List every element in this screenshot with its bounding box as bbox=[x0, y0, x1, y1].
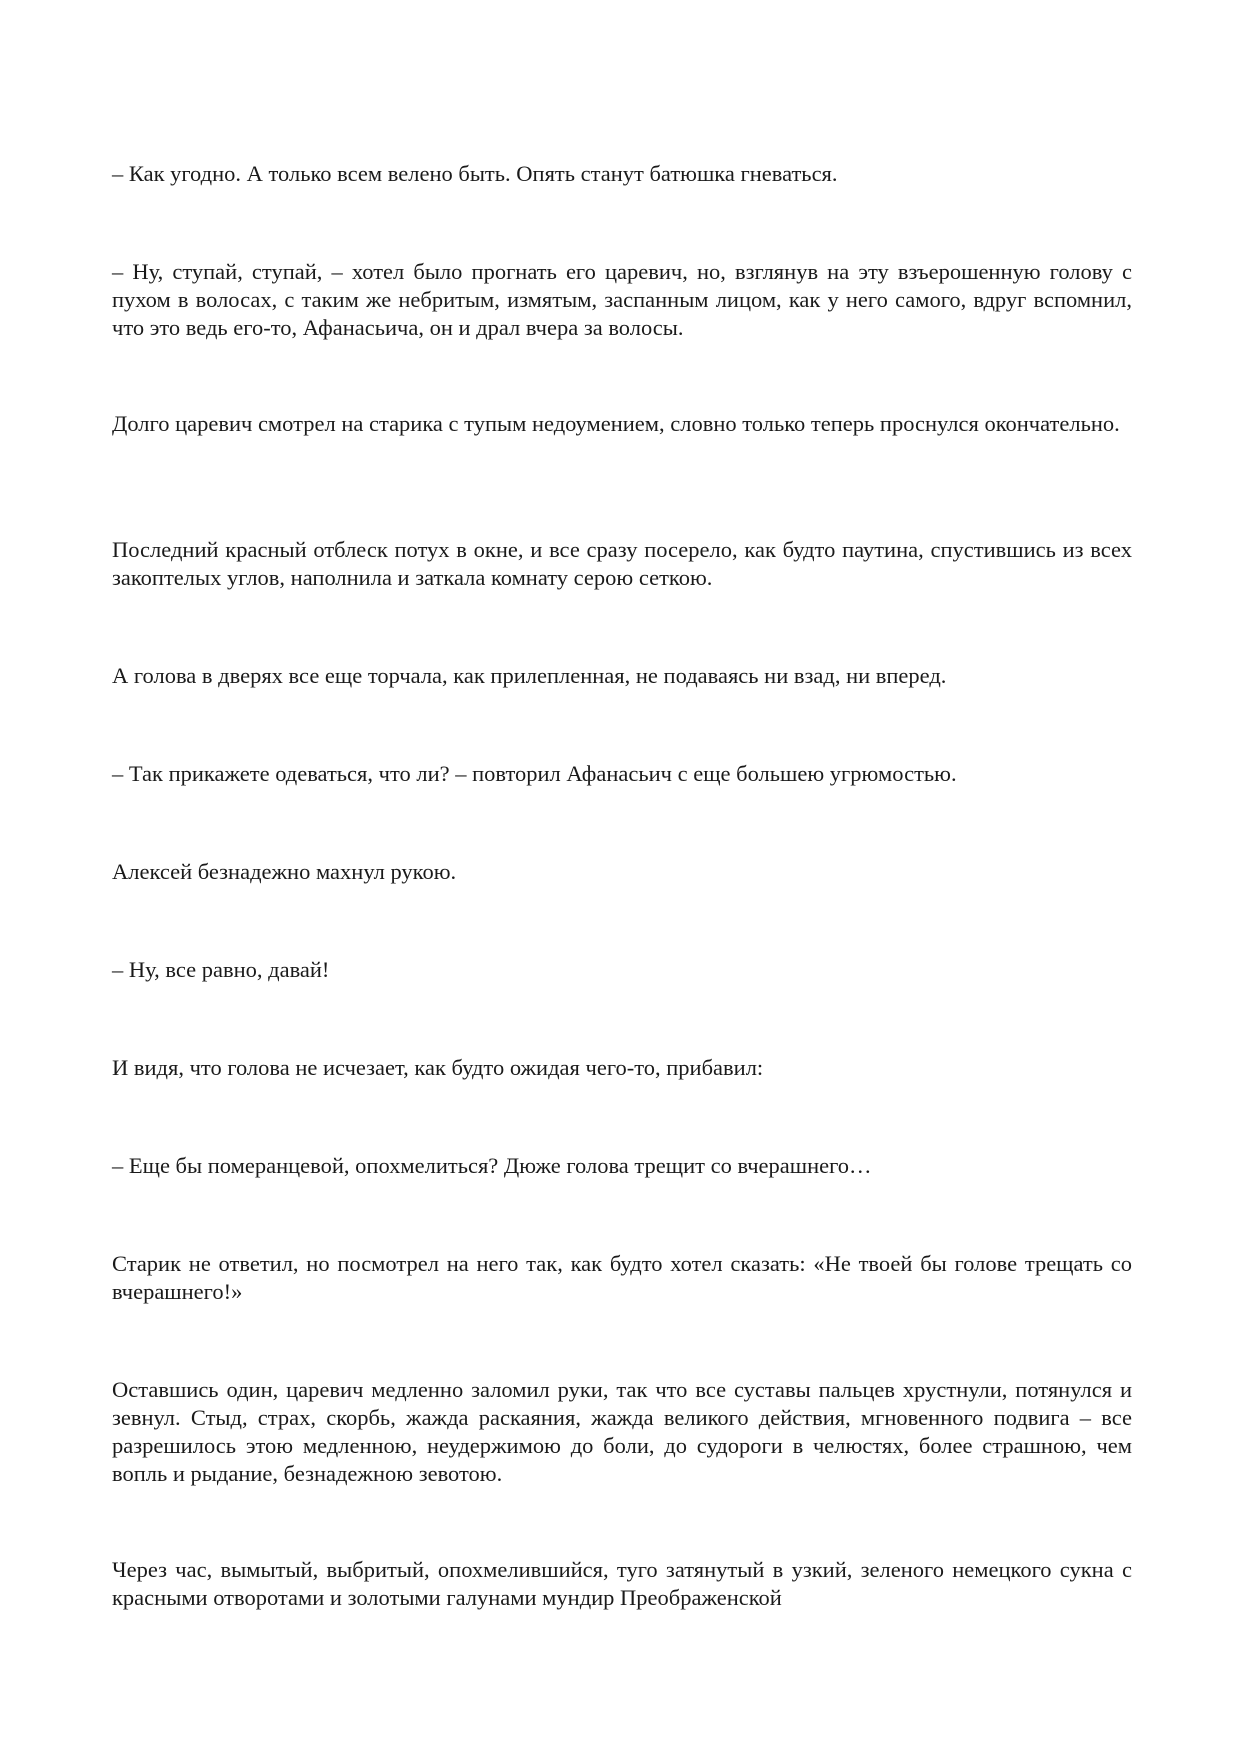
paragraph: – Ну, все равно, давай! bbox=[112, 957, 330, 982]
paragraph: Долго царевич смотрел на старика с тупым недоумением, словно только теперь проснулся окончательно. bbox=[112, 411, 1120, 436]
paragraph: – Так прикажете одеваться, что ли? – повторил Афанасьич с еще большею угрюмостью. bbox=[112, 761, 957, 786]
paragraph: А голова в дверях все еще торчала, как прилепленная, не подаваясь ни взад, ни вперед. bbox=[112, 663, 947, 688]
paragraph: Алексей безнадежно махнул рукою. bbox=[112, 859, 457, 884]
paragraph: – Ну, ступай, ступай, – хотел было прогнать его царевич, но, взглянув на эту взъерошенную голову с пухом в волосах, с таким же небритым, измятым, заспанным лицом, как у него самого, вдруг вспомнил, что это ведь его-то, Афанасьича, он и драл вчера за волосы. bbox=[112, 259, 1132, 340]
paragraph: И видя, что голова не исчезает, как будто ожидая чего-то, прибавил: bbox=[112, 1055, 764, 1080]
paragraph: – Как угодно. А только всем велено быть. Опять станут батюшка гневаться. bbox=[112, 161, 838, 186]
paragraph: Оставшись один, царевич медленно заломил руки, так что все суставы пальцев хрустнули, потянулся и зевнул. Стыд, страх, скорбь, жажда раскаяния, жажда великого действия, мгновенного подвига – все разрешилось этою медленною, неудержимою до боли, до судороги в челюстях, более страшною, чем вопль и рыдание, безнадежною зевотою. bbox=[112, 1377, 1132, 1486]
paragraph: – Еще бы померанцевой, опохмелиться? Дюже голова трещит со вчерашнего… bbox=[112, 1153, 872, 1178]
paragraph: Через час, вымытый, выбритый, опохмелившийся, туго затянутый в узкий, зеленого немецкого сукна с красными отворотами и золотыми галунами мундир Преображенской bbox=[112, 1557, 1132, 1610]
paragraph: Последний красный отблеск потух в окне, и все сразу посерело, как будто паутина, спустившись из всех закоптелых углов, наполнила и заткала комнату серою сеткою. bbox=[112, 537, 1132, 590]
paragraph: Старик не ответил, но посмотрел на него так, как будто хотел сказать: «Не твоей бы голове трещать со вчерашнего!» bbox=[112, 1251, 1132, 1304]
